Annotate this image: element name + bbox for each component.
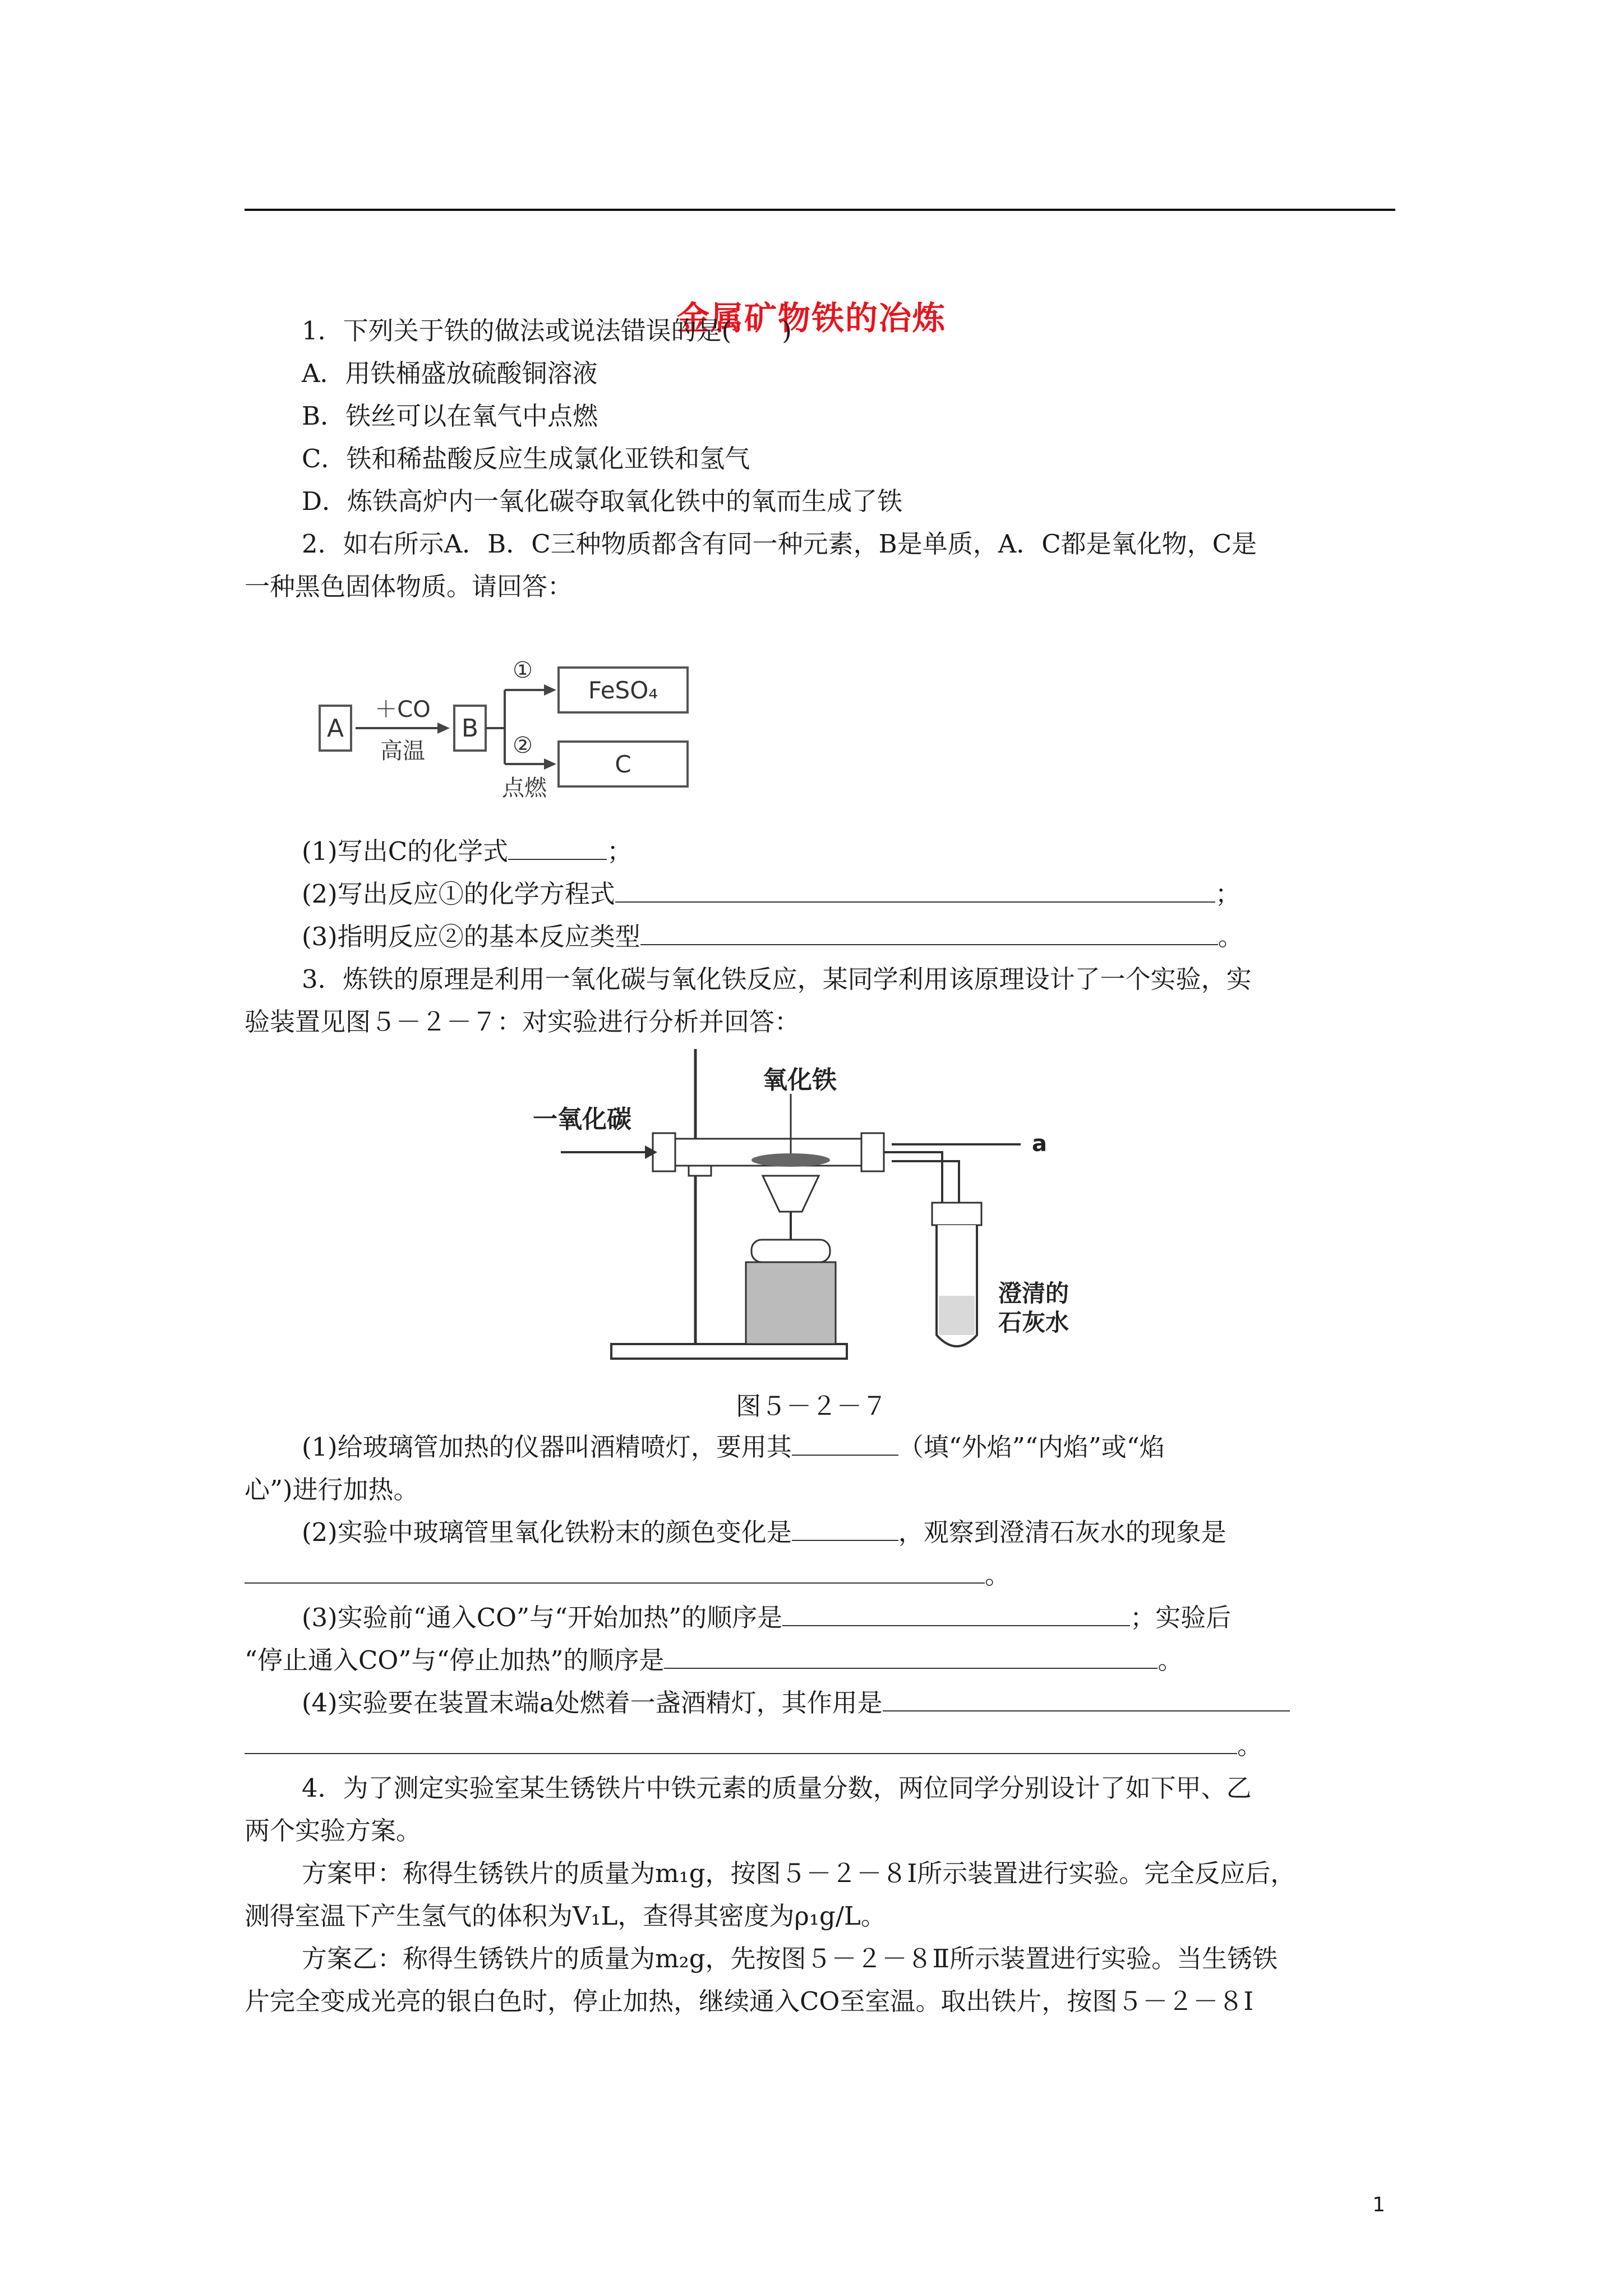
diagram-path-2-number: ② <box>513 733 533 758</box>
q2-stem-2: 一种黑色固体物质。请回答： <box>245 572 573 601</box>
punct: ； <box>607 836 633 866</box>
q3-part-3 <box>302 1602 1231 1634</box>
q2-part-2 <box>302 878 1241 910</box>
q2-part-1 <box>302 836 632 867</box>
answer-blank[interactable] <box>245 1731 1237 1754</box>
label-limewater-2: 石灰水 <box>998 1309 1069 1336</box>
figure-caption: 图５－２－７ <box>735 1391 887 1421</box>
answer-blank[interactable] <box>782 1603 1130 1626</box>
answer-blank[interactable] <box>664 1645 1158 1669</box>
punct: 。 <box>985 1560 1011 1590</box>
q3-part-3-text: (3)实验前“通入CO”与“开始加热”的顺序是 <box>302 1603 783 1632</box>
q1-stem: 1．下列关于铁的做法或说法错误的是( ) <box>302 316 792 346</box>
q1-option-a: A．用铁桶盛放硫酸铜溶液 <box>302 358 598 388</box>
punct: ； <box>1215 879 1241 909</box>
diagram-path-1-number: ① <box>513 657 533 683</box>
q3-stem-2: 验装置见图５－２－７：对实验进行分析并回答： <box>245 1007 800 1037</box>
q4-plan-b-2: 片完全变成光亮的银白色时，停止加热，继续通入CO至室温。取出铁片，按图５－２－８Ⅰ <box>245 1986 1254 2016</box>
answer-blank[interactable] <box>508 836 607 860</box>
diagram-box-a: A <box>326 714 344 743</box>
q3-stem-1: 3．炼铁的原理是利用一氧化碳与氧化铁反应，某同学利用该原理设计了一个实验，实 <box>302 964 1252 994</box>
answer-blank[interactable] <box>245 1560 985 1584</box>
page-title: 金属矿物铁的冶炼 <box>676 299 946 337</box>
diagram-reagent-co: ＋CO <box>375 697 431 723</box>
punct: 。 <box>1218 922 1243 951</box>
apparatus-figure <box>527 1043 1133 1369</box>
q3-part-1-text: (1)给玻璃管加热的仪器叫酒精喷灯，要用其 <box>302 1432 792 1462</box>
q3-part-3-text-c: “停止通入CO”与“停止加热”的顺序是 <box>245 1645 665 1675</box>
q3-part-2-text: (2)实验中玻璃管里氧化铁粉末的颜色变化是 <box>302 1517 792 1547</box>
diagram-product-c: C <box>615 751 631 778</box>
answer-blank[interactable] <box>640 922 1218 945</box>
label-carbon-monoxide: 一氧化碳 <box>533 1105 631 1134</box>
q2-part-3-text: (3)指明反应②的基本反应类型 <box>302 922 640 951</box>
answer-blank[interactable] <box>883 1688 1290 1711</box>
q3-part-4 <box>302 1687 1290 1719</box>
q2-part-3 <box>302 921 1243 953</box>
q4-plan-a-1: 方案甲：称得生锈铁片的质量为m₁g，按图５－２－８Ⅰ所示装置进行实验。完全反应后， <box>302 1858 1296 1888</box>
q1-option-d: D．炼铁高炉内一氧化碳夺取氧化铁中的氧而生成了铁 <box>302 486 903 516</box>
q4-plan-b-1: 方案乙：称得生锈铁片的质量为m₂g，先按图５－２－８Ⅱ所示装置进行实验。当生锈铁 <box>302 1944 1278 1973</box>
answer-blank[interactable] <box>792 1517 898 1541</box>
q3-part-2-cont <box>245 1559 1010 1591</box>
q1-option-c: C．铁和稀盐酸反应生成氯化亚铁和氢气 <box>302 444 750 473</box>
q3-part-1 <box>302 1432 1165 1463</box>
diagram-product-feso4: FeSO₄ <box>588 677 658 704</box>
q3-part-1-hint: （填“外焰”“内焰”或“焰 <box>898 1432 1165 1462</box>
q2-part-2-text: (2)写出反应①的化学方程式 <box>302 879 615 909</box>
q3-part-3-text-b: ；实验后 <box>1130 1603 1232 1632</box>
reaction-diagram <box>303 617 729 808</box>
q3-part-4-cont <box>245 1730 1262 1761</box>
punct: 。 <box>1237 1731 1263 1760</box>
q3-part-3-cont <box>245 1645 1183 1676</box>
punct: 。 <box>1158 1645 1183 1675</box>
q3-part-2 <box>302 1517 1227 1548</box>
page-number: 1 <box>1372 2193 1385 2216</box>
q3-part-4-text: (4)实验要在装置末端a处燃着一盏酒精灯，其作用是 <box>302 1688 883 1718</box>
diagram-condition-ignite: 点燃 <box>502 775 547 801</box>
answer-blank[interactable] <box>792 1432 898 1456</box>
diagram-box-b: B <box>461 714 479 743</box>
label-outlet-a: a <box>1032 1131 1047 1157</box>
q3-part-1-cont: 心”)进行加热。 <box>245 1475 419 1504</box>
q4-stem-1: 4．为了测定实验室某生锈铁片中铁元素的质量分数，两位同学分别设计了如下甲、乙 <box>302 1773 1252 1803</box>
q2-stem-1: 2．如右所示A．B．C三种物质都含有同一种元素，B是单质，A．C都是氧化物，C是 <box>302 529 1257 559</box>
q3-part-2-text-b: ，观察到澄清石灰水的现象是 <box>898 1517 1227 1547</box>
q4-stem-2: 两个实验方案。 <box>245 1816 422 1846</box>
diagram-condition-high-temp: 高温 <box>380 738 425 764</box>
header-rule <box>245 209 1395 211</box>
label-iron-oxide: 氧化铁 <box>763 1066 837 1094</box>
q2-part-1-text: (1)写出C的化学式 <box>302 836 509 866</box>
q1-option-b: B．铁丝可以在氧气中点燃 <box>302 401 598 431</box>
answer-blank[interactable] <box>615 879 1215 903</box>
label-limewater-1: 澄清的 <box>998 1280 1069 1307</box>
q4-plan-a-2: 测得室温下产生氢气的体积为V₁L，查得其密度为ρ₁g/L。 <box>245 1901 886 1931</box>
